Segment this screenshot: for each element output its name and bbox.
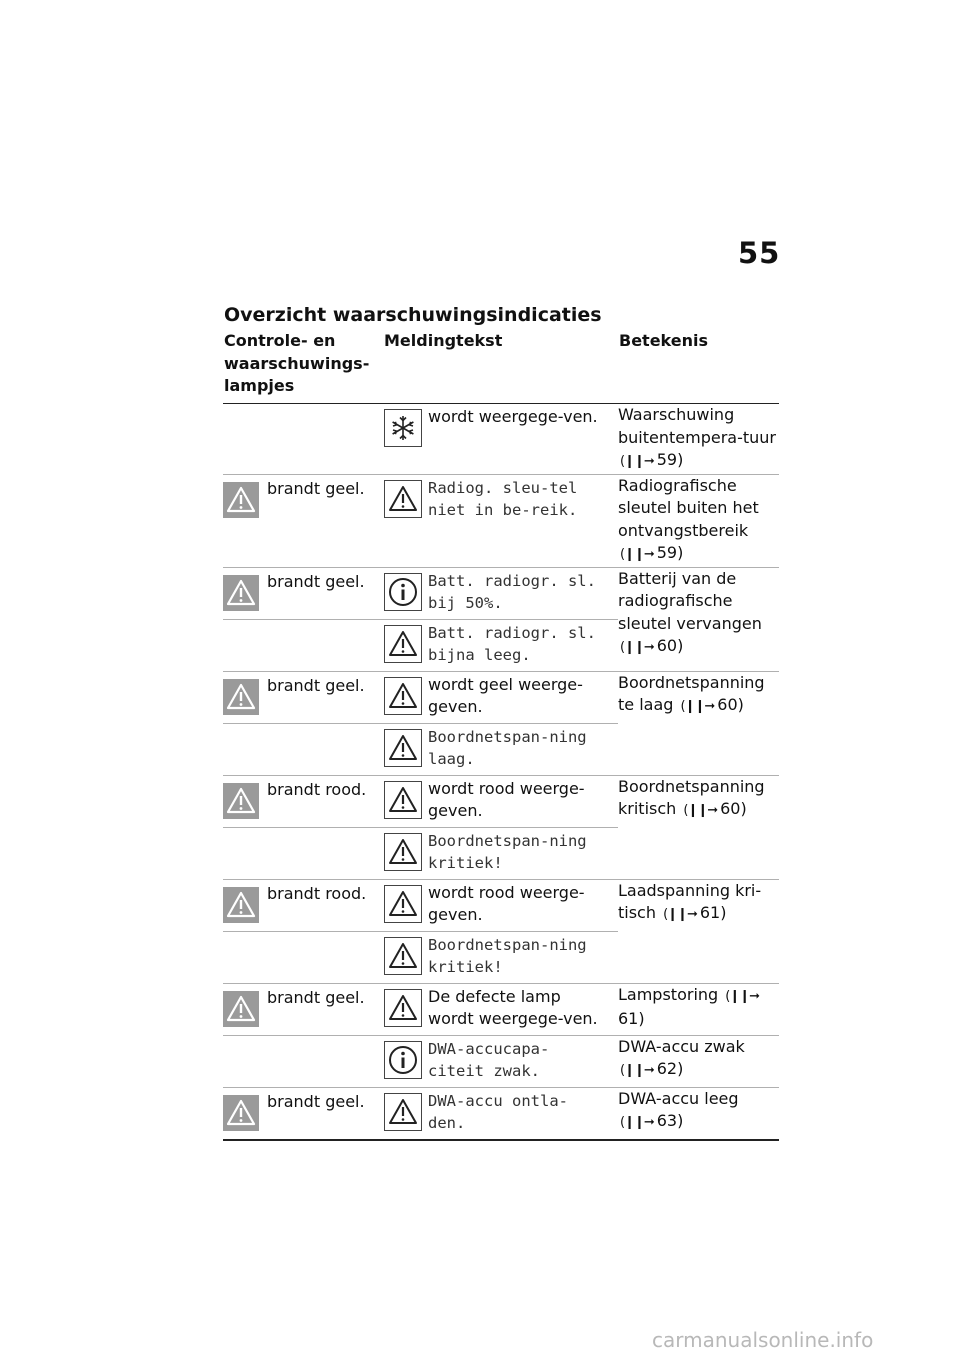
message-text: DWA-accu ontla-den. bbox=[428, 1091, 568, 1132]
warning-lamp-icon bbox=[223, 991, 259, 1027]
lamp-status: brandt rood. bbox=[267, 779, 367, 799]
message-text: Batt. radiogr. sl. bij 50%. bbox=[428, 571, 596, 612]
meaning-text: Batterij van de radiografische sleutel vervangen bbox=[618, 568, 762, 633]
table-row bbox=[223, 671, 779, 723]
lamp-and-message-cell bbox=[223, 671, 618, 723]
page-number: 55 bbox=[738, 236, 781, 270]
page-reference-arrow-icon: (❙❙➞ bbox=[725, 988, 760, 1004]
lamp-and-message-cell bbox=[223, 1087, 618, 1140]
warning-triangle-icon bbox=[384, 729, 422, 767]
lamp-and-message-cell bbox=[223, 567, 618, 619]
page-reference-arrow-icon: (❙❙➞ bbox=[683, 803, 718, 818]
page-reference-arrow-icon: (❙❙➞ bbox=[680, 699, 715, 714]
lamp-and-message-cell bbox=[223, 827, 618, 879]
page-reference-arrow-icon: (❙❙➞ bbox=[620, 454, 654, 469]
lamp-and-message-cell bbox=[223, 879, 618, 931]
page-reference[interactable]: 60) bbox=[656, 636, 684, 655]
meaning-text: Boordnetspanning kritisch bbox=[618, 776, 765, 818]
header-lamps: Controle- en waarschuwings-lampjes bbox=[224, 331, 370, 395]
meaning-cell bbox=[618, 775, 779, 879]
table-row bbox=[223, 1087, 779, 1140]
info-icon bbox=[384, 1041, 422, 1079]
lamp-cell bbox=[223, 776, 366, 823]
page-reference-arrow-icon: (❙❙➞ bbox=[620, 547, 654, 562]
lamp-and-message-cell bbox=[223, 931, 618, 983]
lamp-cell bbox=[223, 672, 365, 719]
lamp-status: brandt geel. bbox=[267, 478, 365, 498]
meaning-cell bbox=[618, 879, 779, 983]
warning-lamp-icon bbox=[223, 575, 259, 611]
page-reference[interactable]: 60) bbox=[717, 695, 744, 714]
table-row bbox=[223, 404, 779, 475]
warning-triangle-icon bbox=[384, 480, 422, 518]
message-cell bbox=[223, 620, 604, 671]
warning-lamp-icon bbox=[223, 482, 259, 518]
lamp-status: brandt geel. bbox=[267, 987, 365, 1007]
message-text: Boordnetspan-ning kritiek! bbox=[428, 831, 587, 872]
snowflake-icon bbox=[384, 409, 422, 447]
lamp-status: brandt geel. bbox=[267, 571, 365, 591]
message-text: Boordnetspan-ning kritiek! bbox=[428, 935, 587, 976]
page-reference[interactable]: 62) bbox=[656, 1059, 684, 1078]
page-reference[interactable]: 59) bbox=[656, 450, 684, 469]
page-reference-arrow-icon: (❙❙➞ bbox=[620, 640, 654, 655]
message-text: wordt geel weerge-geven. bbox=[428, 674, 583, 716]
warning-lamp-icon bbox=[223, 1095, 259, 1131]
table-row bbox=[223, 983, 779, 1035]
meaning-text: Radiografische sleutel buiten het ontvangstbereik bbox=[618, 475, 759, 540]
page-reference[interactable]: 61) bbox=[618, 1009, 645, 1028]
warning-lamp-icon bbox=[223, 679, 259, 715]
lamp-status: brandt geel. bbox=[267, 675, 365, 695]
warning-triangle-icon bbox=[384, 833, 422, 871]
meaning-cell bbox=[618, 404, 779, 475]
lamp-and-message-cell bbox=[223, 775, 618, 827]
warning-triangle-icon bbox=[384, 885, 422, 923]
meaning-text: Laadspanning kri-tisch bbox=[618, 880, 762, 922]
lamp-and-message-cell bbox=[223, 404, 618, 475]
message-text: Radiog. sleu-tel niet in be-reik. bbox=[428, 478, 578, 519]
lamp-cell bbox=[223, 568, 365, 615]
lamp-cell bbox=[223, 1088, 365, 1135]
lamp-and-message-cell bbox=[223, 723, 618, 775]
message-text: wordt rood weerge-geven. bbox=[428, 882, 585, 924]
warning-table bbox=[223, 403, 779, 1141]
meaning-text: Boordnetspanning te laag bbox=[618, 672, 765, 714]
message-text: wordt rood weerge-geven. bbox=[428, 778, 585, 820]
meaning-text: DWA-accu leeg bbox=[618, 1088, 739, 1108]
lamp-cell bbox=[223, 475, 365, 522]
lamp-status: brandt rood. bbox=[267, 883, 367, 903]
message-cell bbox=[223, 932, 604, 983]
message-text: De defecte lamp wordt weergege-ven. bbox=[428, 986, 598, 1028]
message-text: wordt weergege-ven. bbox=[428, 407, 598, 426]
lamp-and-message-cell bbox=[223, 983, 618, 1035]
table-row bbox=[223, 567, 779, 619]
warning-triangle-icon bbox=[384, 677, 422, 715]
meaning-cell bbox=[618, 474, 779, 567]
meaning-text: DWA-accu zwak bbox=[618, 1036, 745, 1056]
page-reference[interactable]: 59) bbox=[656, 543, 684, 562]
message-text: DWA-accucapa-citeit zwak. bbox=[428, 1039, 550, 1080]
message-cell bbox=[223, 828, 604, 879]
lamp-and-message-cell bbox=[223, 1035, 618, 1087]
message-cell bbox=[223, 1036, 604, 1087]
lamp-cell bbox=[223, 880, 366, 927]
message-cell bbox=[223, 724, 604, 775]
section-title: Overzicht waarschuwingsindicaties bbox=[224, 304, 602, 326]
page-reference-arrow-icon: (❙❙➞ bbox=[663, 907, 697, 922]
table-row bbox=[223, 1035, 779, 1087]
lamp-and-message-cell bbox=[223, 474, 618, 567]
warning-triangle-icon bbox=[384, 989, 422, 1027]
warning-lamp-icon bbox=[223, 783, 259, 819]
header-message: Meldingtekst bbox=[384, 331, 503, 350]
meaning-cell bbox=[618, 1035, 779, 1087]
warning-triangle-icon bbox=[384, 781, 422, 819]
info-icon bbox=[384, 573, 422, 611]
table-row bbox=[223, 474, 779, 567]
page-reference-arrow-icon: (❙❙➞ bbox=[620, 1063, 654, 1078]
page-reference[interactable]: 61) bbox=[699, 903, 727, 922]
header-meaning: Betekenis bbox=[619, 331, 709, 350]
meaning-text: Lampstoring bbox=[618, 984, 719, 1004]
meaning-cell bbox=[618, 1087, 779, 1140]
warning-triangle-icon bbox=[384, 625, 422, 663]
warning-triangle-icon bbox=[384, 937, 422, 975]
meaning-cell bbox=[618, 567, 779, 671]
meaning-cell bbox=[618, 671, 779, 775]
lamp-status: brandt geel. bbox=[267, 1091, 365, 1111]
message-cell bbox=[223, 404, 604, 451]
page-reference[interactable]: 60) bbox=[720, 799, 747, 818]
page-reference-arrow-icon: (❙❙➞ bbox=[620, 1115, 654, 1130]
message-text: Boordnetspan-ning laag. bbox=[428, 727, 587, 768]
meaning-text: Waarschuwing buitentempera-tuur bbox=[618, 405, 776, 447]
warning-triangle-icon bbox=[384, 1093, 422, 1131]
table-row bbox=[223, 879, 779, 931]
page-reference[interactable]: 63) bbox=[656, 1111, 684, 1130]
meaning-cell bbox=[618, 983, 779, 1035]
watermark: carmanualsonline.info bbox=[652, 1328, 874, 1352]
table-row bbox=[223, 775, 779, 827]
message-text: Batt. radiogr. sl. bijna leeg. bbox=[428, 623, 596, 664]
lamp-and-message-cell bbox=[223, 619, 618, 671]
lamp-cell bbox=[223, 984, 365, 1031]
warning-lamp-icon bbox=[223, 887, 259, 923]
